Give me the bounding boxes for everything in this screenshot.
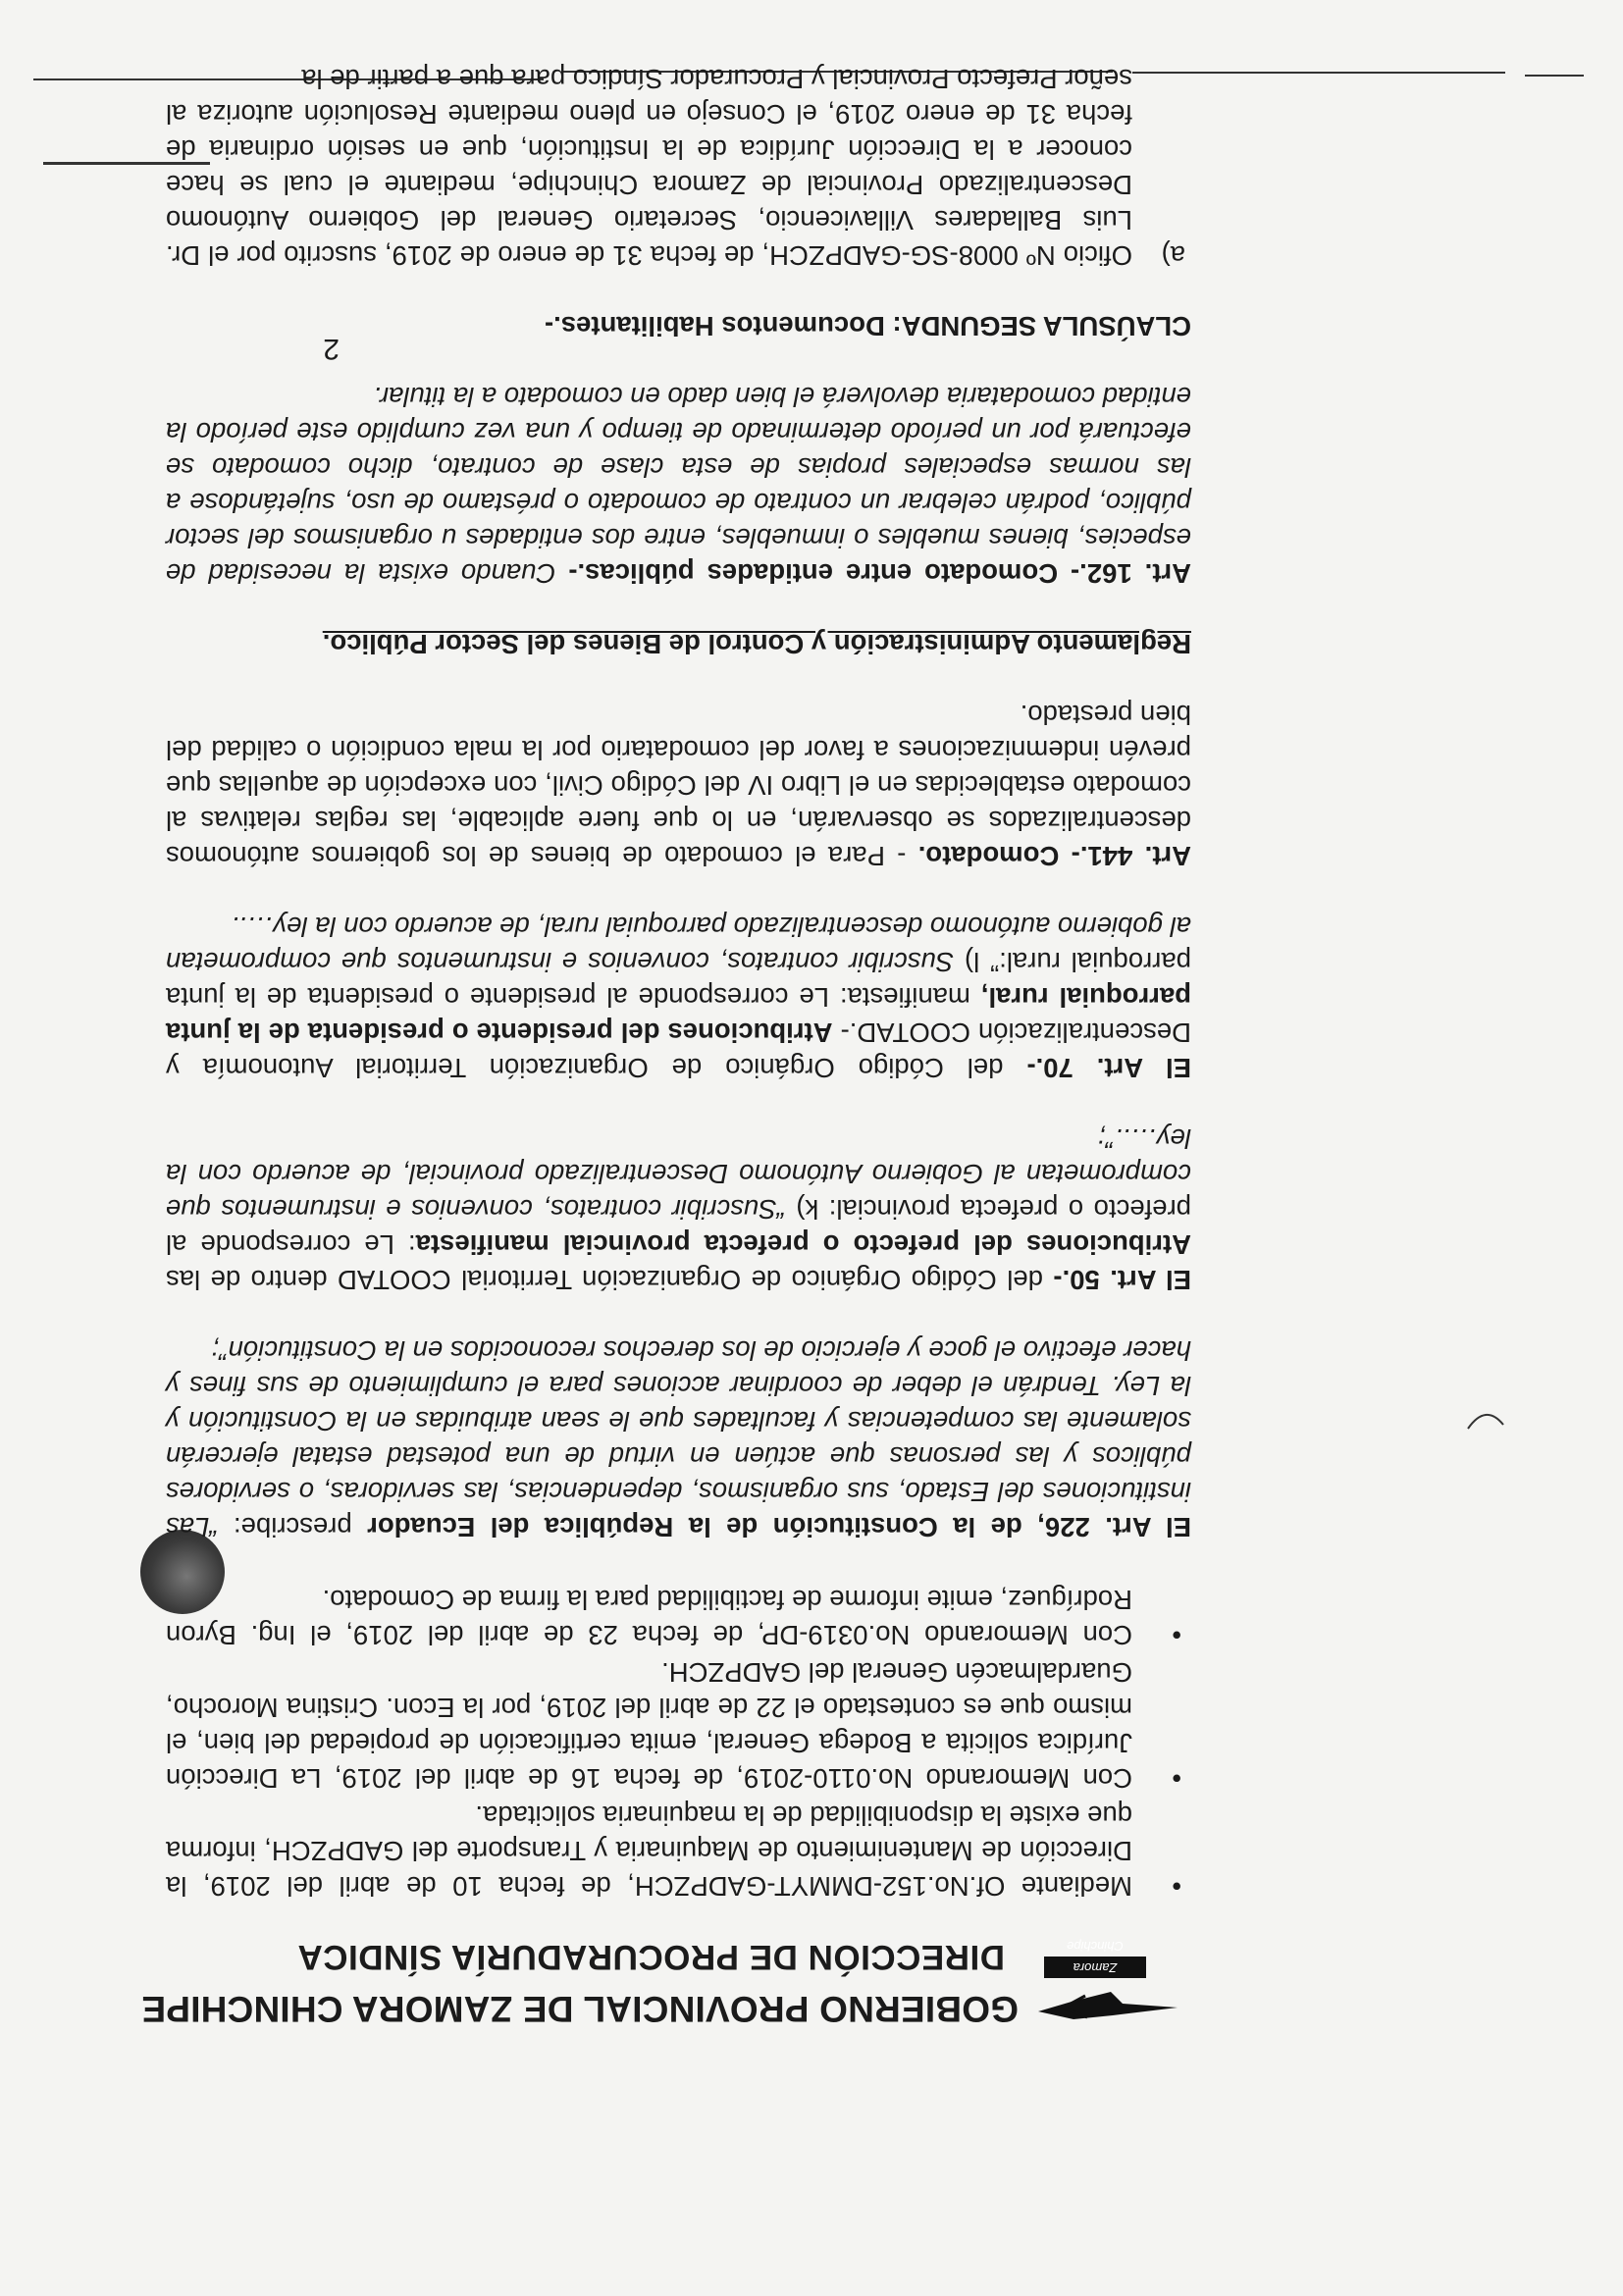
art70-text-2: manifiesta: Le corresponde al presidente o presidenta de la junta parroquial rural:” l) bbox=[166, 947, 1191, 1013]
scan-artifact-line bbox=[1525, 75, 1584, 77]
page-header bbox=[0, 1915, 1191, 2031]
bullet-item bbox=[166, 1798, 1191, 1904]
art162-heading: Art. 162.- Comodato entre entidades públicas.- bbox=[568, 558, 1191, 589]
logo-arrow-icon bbox=[1034, 1988, 1181, 2021]
art70-text: del Código Orgánico de Organización Territorial Autonomía y Descentralización COOTAD.- bbox=[166, 1018, 1191, 1083]
header-title: GOBIERNO PROVINCIAL DE ZAMORA CHINCHIPE bbox=[141, 1989, 1019, 2029]
bullet-text: Con Memorando No.0110-2019, de fecha 16 de abril del 2019, La Dirección Jurídica solicita a Bodega General, emita certificación de propiedad del bien, el mismo que es contestado el 22 de abril del 2019, por la Econ. Cristina Morocho, Guardalmacén General del GADPZCH. bbox=[166, 1657, 1132, 1794]
paragraph-art-162 bbox=[166, 379, 1191, 591]
spacer bbox=[166, 1544, 1191, 1580]
art70-quote: Suscribir contratos, convenios e instrumentos que comprometan al gobierno autónomo descentralizado parroquial rural, de acuerdo con la ley….. bbox=[166, 912, 1191, 977]
art50-heading: El Art. 50.- bbox=[1053, 1265, 1191, 1295]
bullet-item bbox=[166, 1654, 1191, 1796]
clausula-heading bbox=[166, 308, 1191, 343]
spacer bbox=[166, 1297, 1191, 1332]
art50-text: del Código Orgánico de Organización Territorial COOTAD dentro de las bbox=[166, 1265, 1054, 1295]
art70-heading: El Art. 70.- bbox=[1026, 1053, 1191, 1083]
reglamento-heading bbox=[166, 626, 1191, 661]
page-number: 2 bbox=[323, 333, 340, 365]
paragraph-art-226 bbox=[166, 1332, 1191, 1544]
art441-heading: Art. 441.- Comodato. bbox=[917, 841, 1191, 871]
bullet-icon: • bbox=[1172, 1620, 1181, 1650]
list-item-a bbox=[166, 61, 1191, 273]
paragraph-art-441 bbox=[166, 697, 1191, 873]
spacer bbox=[166, 273, 1191, 308]
spacer bbox=[166, 661, 1191, 697]
art441-text: - Para el comodato de bienes de los gobiernos autónomos descentralizados se observarán, en lo que fuere aplicable, las reglas relativas al comodato establecidas en el Libro IV del Código Civil, con excepción de aquellas que prevén indemnizaciones a favor del comodatario por la mala condición o calidad del bien prestado. bbox=[166, 700, 1191, 871]
paragraph-art-70 bbox=[166, 909, 1191, 1085]
art50-text-2: : Le corresponde al prefecto o prefecta provincial: k) bbox=[166, 1194, 1191, 1260]
institution-logo bbox=[1034, 1939, 1181, 2023]
spacer bbox=[166, 591, 1191, 626]
art162-quote: Cuando exista la necesidad de especies, bienes muebles o inmuebles, entre dos entidades u organismos del sector público, podrán celebrar un contrato de comodato o préstamo de uso, sujetándose a las normas especiales propias de esta clase de contrato, dicho comodato se efectuará por un período determinado de tiempo y una vez cumplido este período la entidad comodataria devolverá el bien dado en comodato a la titular. bbox=[166, 382, 1191, 589]
reglamento-title: Reglamento Administración y Control de Bienes del Sector Público. bbox=[322, 629, 1191, 659]
art226-text: prescribe: bbox=[218, 1512, 368, 1542]
bullet-item bbox=[166, 1582, 1191, 1652]
clausula-title: CLAÚSULA SEGUNDA: Documentos Habilitantes.- bbox=[544, 311, 1191, 341]
art226-heading: El Art. 226, de la Constitución de la República del Ecuador bbox=[367, 1512, 1191, 1542]
paragraph-art-50 bbox=[166, 1121, 1191, 1297]
spacer bbox=[166, 873, 1191, 909]
art50-bold: Atribuciones del prefecto o prefecta provincial manifiesta bbox=[415, 1229, 1191, 1260]
art226-quote: “Las instituciones del Estado, sus organismos, dependencias, las servidoras, o servidores públicos y las personas que actúen en virtud de una potestad estatal ejercerán solamente las competencias y facultades que le sean atribuidas en la Constitución y la Ley. Tendrán el deber de coordinar acciones para el cumplimiento de sus fines y hacer efectivo el goce y ejercicio de los derechos reconocidos en la Constitución”; bbox=[166, 1335, 1191, 1542]
list-item-text: Oficio Nº 0008-SG-GADPZCH, de fecha 31 de enero de 2019, suscrito por el Dr. Luis Balladares Villavicencio, Secretario General del Gobierno Autónomo Descentralizado Provincial de Zamora Chinchipe, mediante el cual se hace conocer a la Dirección Jurídica de la Institución, que en sesión ordinaria de fecha 31 de enero 2019, el Consejo en pleno mediante Resolución autoriza al señor Prefecto Provincial y Procurador Síndico para que a partir de la bbox=[166, 64, 1132, 271]
tick-mark-icon bbox=[1466, 1403, 1505, 1433]
bullet-icon: • bbox=[1172, 1871, 1181, 1902]
document-body bbox=[166, 61, 1191, 1904]
list-marker: a) bbox=[1161, 240, 1185, 271]
bullet-text: Con Memorando No.0319-DP, de fecha 23 de abril del 2019, el Ing. Byron Rodríguez, emite informe de factibilidad para la firma de Comodato. bbox=[166, 1585, 1132, 1650]
art70-bold: Atribuciones del presidente o presidenta de la junta parroquial rural, bbox=[166, 982, 1191, 1048]
spacer bbox=[166, 1085, 1191, 1121]
logo-label: Zamora Chinchipe bbox=[1044, 1957, 1146, 1978]
art50-quote: “Suscribir contratos, convenios e instrumentos que comprometan al Gobierno Autónomo Descentralizado provincial, de acuerdo con la ley…..”; bbox=[166, 1123, 1191, 1225]
bullet-text: Mediante Of.No.152-DMMYT-GADPZCH, de fecha 10 de abril del 2019, la Dirección de Mantenimiento de Maquinaria y Transporte del GADPZCH, informa que existe la disponibilidad de la maquinaria solicitada. bbox=[166, 1800, 1132, 1902]
header-subtitle: DIRECCIÓN DE PROCURADURÍA SÍNDICA bbox=[296, 1938, 1005, 1976]
bullet-icon: • bbox=[1172, 1763, 1181, 1794]
spacer bbox=[166, 343, 1191, 379]
